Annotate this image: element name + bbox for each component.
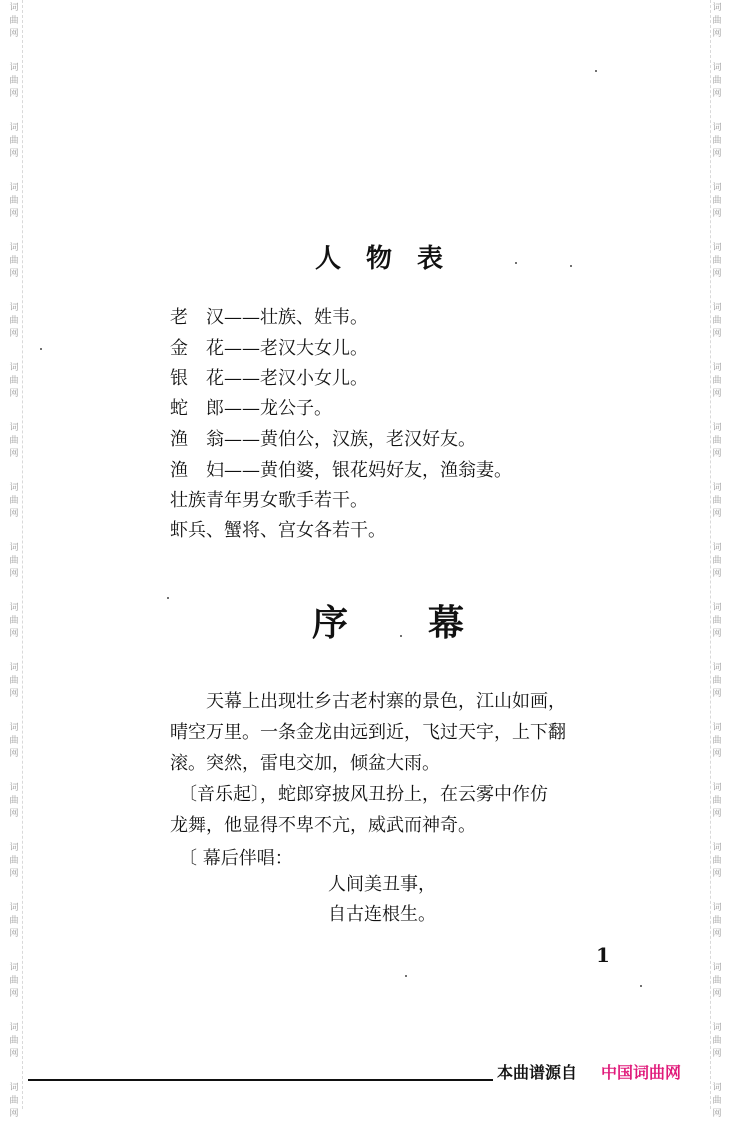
footer-site-link[interactable]: 中国词曲网 <box>601 1063 682 1082</box>
watermark-text: 词 曲 网 <box>712 843 722 879</box>
watermark-text: 词 曲 网 <box>9 483 19 519</box>
watermark-text: 词 曲 网 <box>712 303 722 339</box>
watermark-text: 词 曲 网 <box>9 783 19 819</box>
watermark-text: 词 曲 网 <box>712 543 722 579</box>
watermark-text: 词 曲 网 <box>9 243 19 279</box>
watermark-text: 词 曲 网 <box>9 363 19 399</box>
watermark-text: 词 曲 网 <box>9 603 19 639</box>
watermark-text: 词 曲 网 <box>712 3 722 39</box>
stage-direction-line: 天幕上出现壮乡古老村寨的景色，江山如画， <box>170 691 566 712</box>
cast-entry: 银 花——老汉小女儿。 <box>170 368 368 389</box>
watermark-text: 词 曲 网 <box>9 183 19 219</box>
watermark-text: 词 曲 网 <box>9 963 19 999</box>
prologue-title-char: 序 <box>312 602 349 644</box>
watermark-text: 词 曲 网 <box>9 663 19 699</box>
left-watermark-strip <box>8 0 23 1119</box>
watermark-text: 词 曲 网 <box>9 303 19 339</box>
watermark-text: 词 曲 网 <box>712 1083 722 1119</box>
scan-speck <box>167 597 169 599</box>
cast-entry: 金 花——老汉大女儿。 <box>170 338 368 359</box>
scan-speck <box>640 985 642 987</box>
stage-direction-line: 龙舞，他显得不卑不亢，威武而神奇。 <box>170 815 476 836</box>
watermark-text: 词 曲 网 <box>712 243 722 279</box>
footer-source-label: 本曲谱源自 <box>497 1063 578 1082</box>
watermark-text: 词 曲 网 <box>9 1083 19 1119</box>
stage-direction-line: 〔 幕后伴唱： <box>170 848 293 869</box>
scan-speck <box>570 265 572 267</box>
cast-entry: 蛇 郎——龙公子。 <box>170 398 332 419</box>
cast-entry: 渔 妇——黄伯婆，银花妈好友，渔翁妻。 <box>170 460 512 481</box>
watermark-text: 词 曲 网 <box>712 903 722 939</box>
verse-line: 人间美丑事， <box>328 874 436 895</box>
right-watermark-strip <box>710 0 725 1119</box>
watermark-text: 词 曲 网 <box>712 123 722 159</box>
watermark-text: 词 曲 网 <box>712 963 722 999</box>
watermark-text: 词 曲 网 <box>9 723 19 759</box>
scan-speck <box>595 70 597 72</box>
scan-speck <box>400 635 402 637</box>
watermark-text: 词 曲 网 <box>712 1023 722 1059</box>
footer-source <box>497 1060 681 1083</box>
watermark-text: 词 曲 网 <box>712 663 722 699</box>
watermark-text: 词 曲 网 <box>712 783 722 819</box>
scan-speck <box>515 262 517 264</box>
watermark-text: 词 曲 网 <box>712 363 722 399</box>
stage-direction-line: 晴空万里。一条金龙由远到近，飞过天宇，上下翻 <box>170 722 566 743</box>
watermark-text: 词 曲 网 <box>9 1023 19 1059</box>
cast-title-char: 物 <box>366 244 393 274</box>
verse-line: 自古连根生。 <box>328 904 436 925</box>
watermark-text: 词 曲 网 <box>9 423 19 459</box>
page-number: 1 <box>596 943 610 967</box>
watermark-text: 词 曲 网 <box>712 183 722 219</box>
cast-entry: 老 汉——壮族、姓韦。 <box>170 307 368 328</box>
watermark-text: 词 曲 网 <box>9 63 19 99</box>
stage-direction-line: 滚。突然，雷电交加，倾盆大雨。 <box>170 753 440 774</box>
watermark-text: 词 曲 网 <box>9 543 19 579</box>
cast-entry: 虾兵、蟹将、宫女各若干。 <box>170 520 386 541</box>
scan-speck <box>40 348 42 350</box>
watermark-text: 词 曲 网 <box>712 423 722 459</box>
cast-list-title <box>315 238 443 275</box>
watermark-text: 词 曲 网 <box>712 603 722 639</box>
prologue-title <box>312 595 464 646</box>
cast-entry: 壮族青年男女歌手若干。 <box>170 490 368 511</box>
stage-direction-line: 〔音乐起〕，蛇郎穿披风丑扮上，在云雾中作仿 <box>170 784 548 805</box>
watermark-text: 词 曲 网 <box>712 483 722 519</box>
cast-title-char: 人 <box>315 244 342 274</box>
cast-entry: 渔 翁——黄伯公，汉族，老汉好友。 <box>170 429 476 450</box>
scan-speck <box>405 975 407 977</box>
cast-title-char: 表 <box>417 244 444 274</box>
watermark-text: 词 曲 网 <box>712 723 722 759</box>
prologue-title-char: 幕 <box>428 602 465 644</box>
watermark-text: 词 曲 网 <box>9 123 19 159</box>
watermark-text: 词 曲 网 <box>9 843 19 879</box>
watermark-text: 词 曲 网 <box>712 63 722 99</box>
watermark-text: 词 曲 网 <box>9 903 19 939</box>
watermark-text: 词 曲 网 <box>9 3 19 39</box>
footer-rule <box>28 1079 493 1081</box>
